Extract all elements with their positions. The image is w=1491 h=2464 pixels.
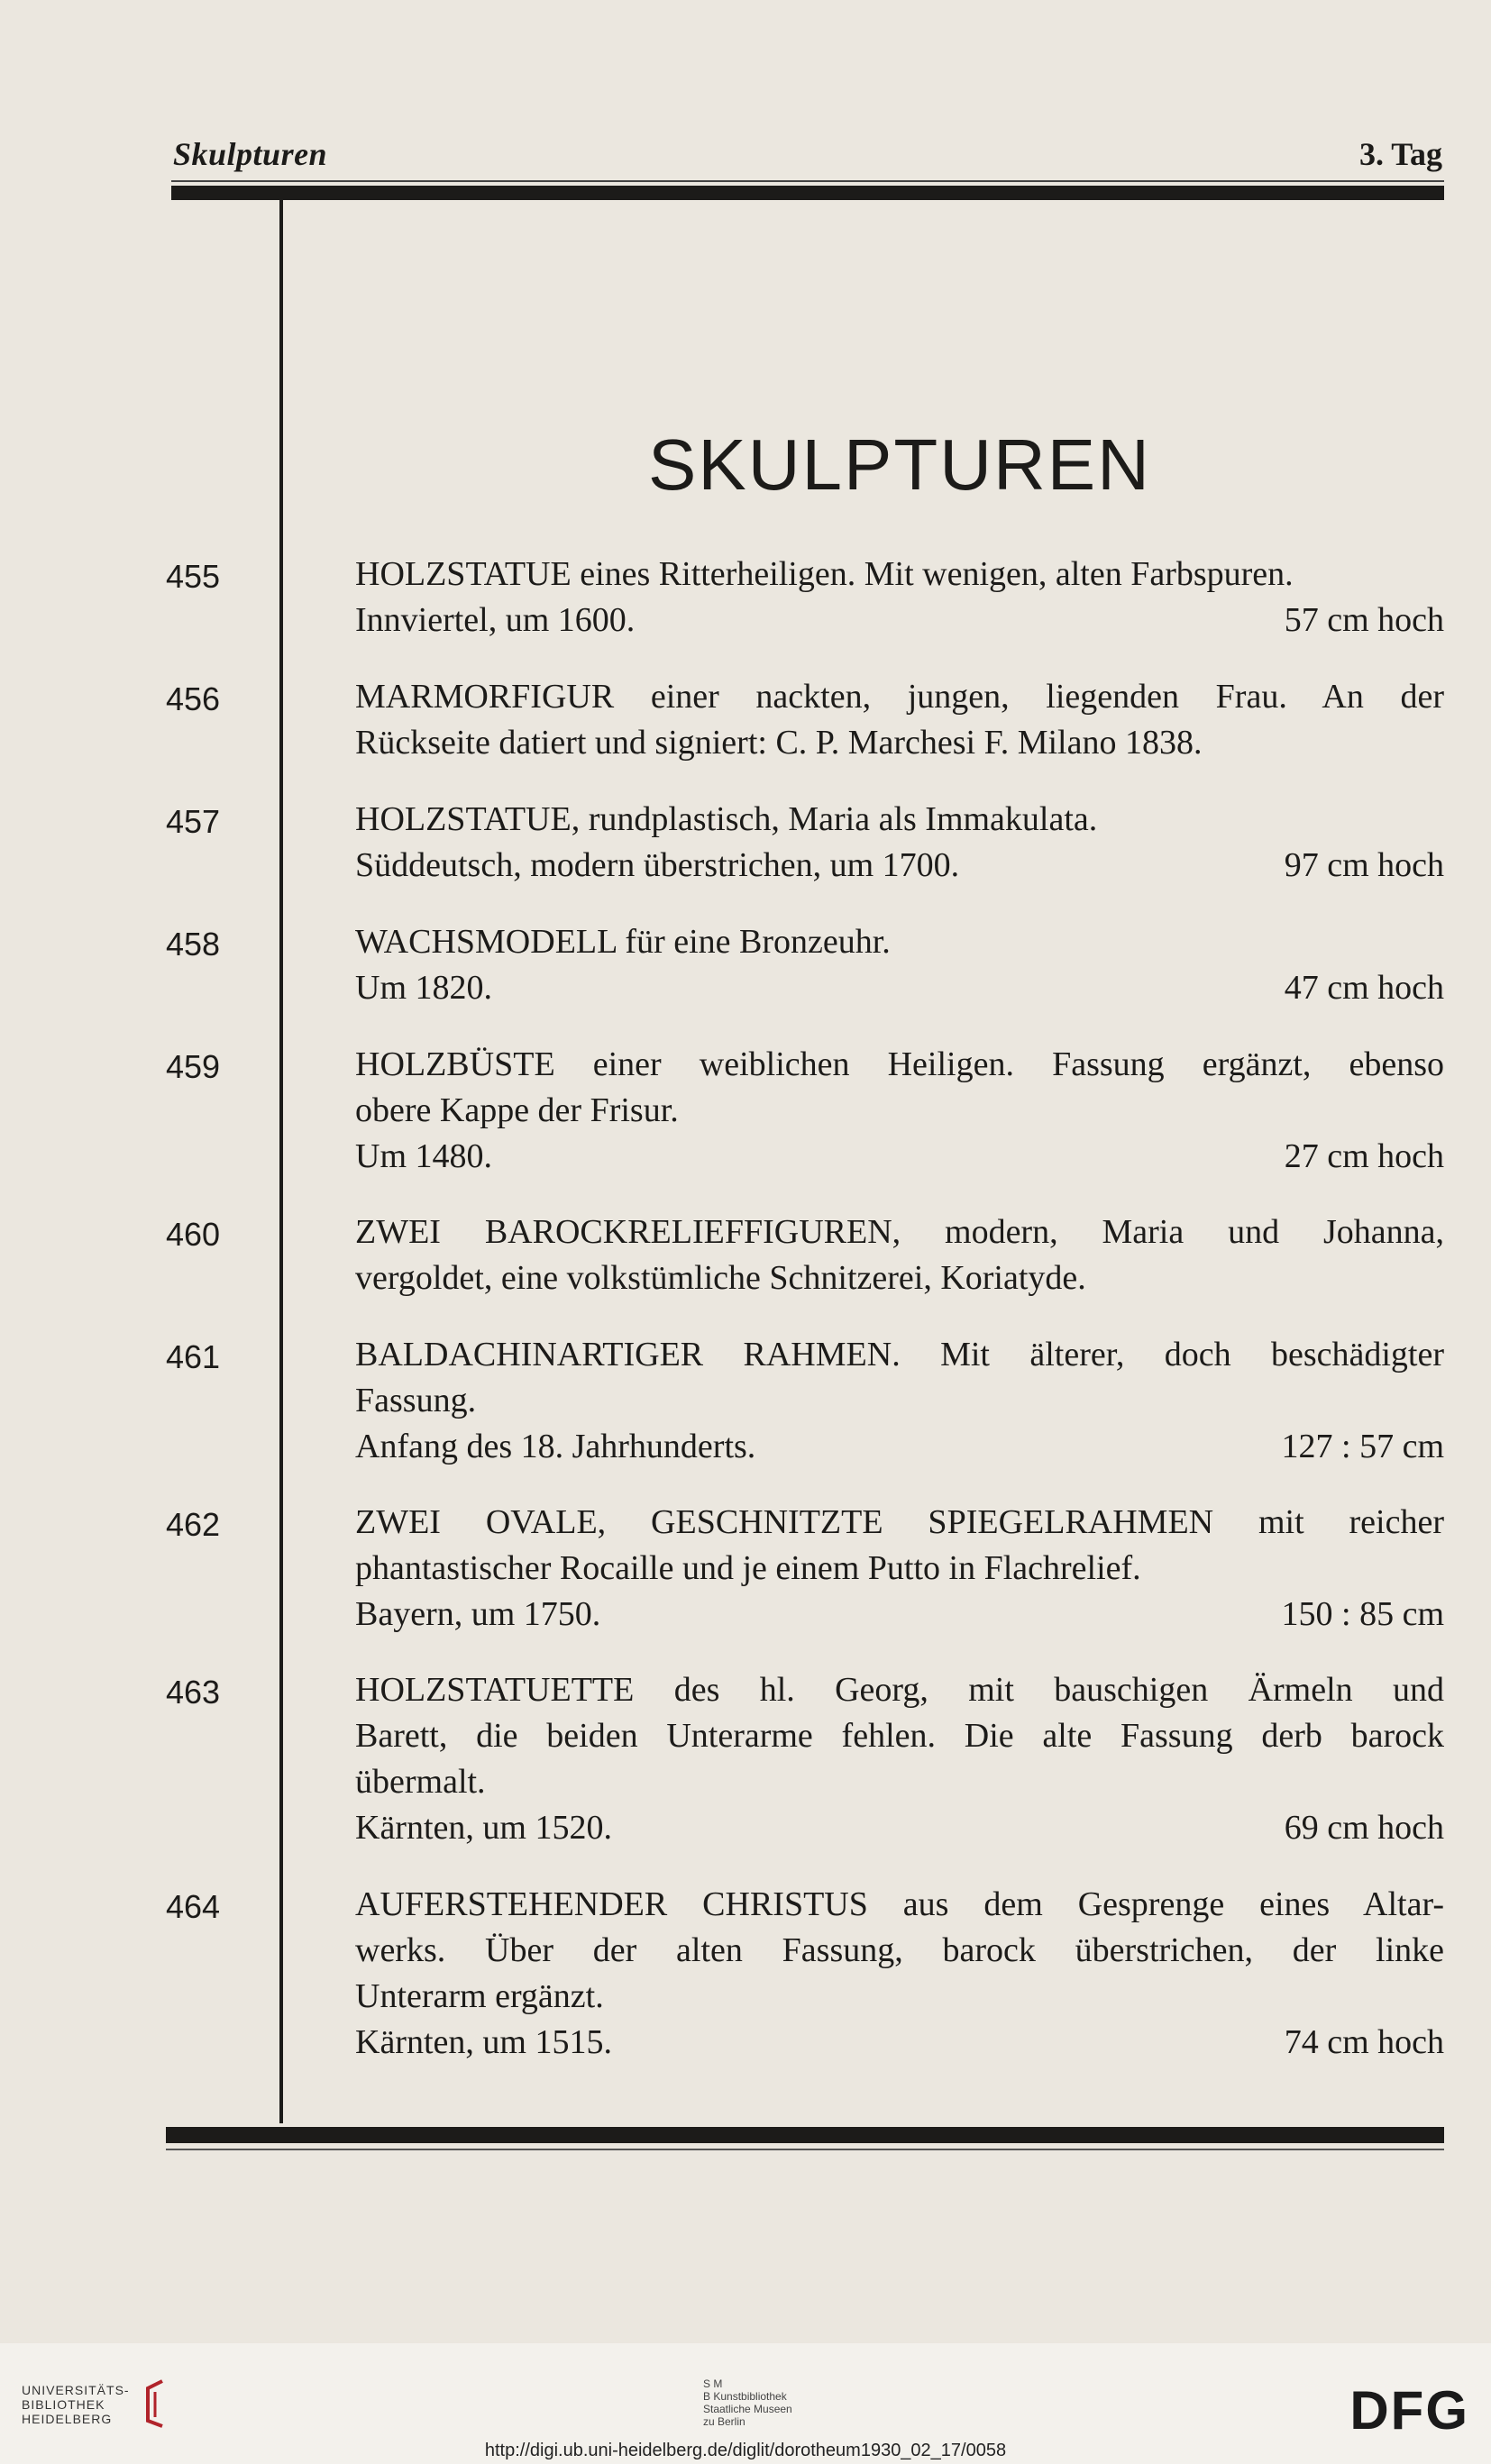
- museum-stamp: S M B Kunstbibliothek Staatliche Museen zu Berlin: [703, 2377, 792, 2428]
- dimensions: 150 : 85 cm: [1281, 1595, 1444, 1633]
- lot-number: 455: [166, 558, 221, 595]
- origin-date: Kärnten, um 1520.: [355, 1809, 612, 1847]
- entry-description: [355, 797, 1444, 889]
- description-line: BALDACHINARTIGER RAHMEN. Mit älterer, doch beschädigter: [355, 1336, 1444, 1373]
- lot-number: 456: [166, 680, 221, 717]
- dimensions: 74 cm hoch: [1284, 2023, 1444, 2061]
- dfg-logo: DFG: [1349, 2380, 1469, 2441]
- entry-description: [355, 1332, 1444, 1470]
- description-line: Unterarm ergänzt.: [355, 1977, 604, 2015]
- dimensions: 47 cm hoch: [1284, 969, 1444, 1007]
- source-url[interactable]: http://digi.ub.uni-heidelberg.de/diglit/dorotheum1930_02_17/0058: [484, 2441, 1007, 2460]
- lot-number: 460: [166, 1216, 221, 1253]
- dimensions: 97 cm hoch: [1284, 846, 1444, 884]
- dimensions: 27 cm hoch: [1284, 1137, 1444, 1175]
- entry-description: [355, 674, 1444, 766]
- dimensions: 69 cm hoch: [1284, 1809, 1444, 1847]
- origin-date: Innviertel, um 1600.: [355, 601, 636, 639]
- bottom-rule-thin: [166, 2149, 1444, 2150]
- description-line: Barett, die beiden Unterarme fehlen. Die alte Fassung derb barock: [355, 1717, 1444, 1755]
- page-title: SKULPTUREN: [648, 424, 1151, 505]
- origin-size-row: [355, 1134, 1444, 1180]
- running-header-section: Skulpturen: [173, 136, 328, 172]
- entry-description: [355, 1882, 1444, 2066]
- origin-size-row: [355, 843, 1444, 889]
- origin-date: Kärnten, um 1515.: [355, 2023, 612, 2061]
- entry-description: [355, 1500, 1444, 1638]
- lot-number: 459: [166, 1048, 221, 1085]
- origin-size-row: [355, 1424, 1444, 1470]
- origin-size-row: [355, 598, 1444, 643]
- lot-number: 458: [166, 926, 221, 963]
- description-line: phantastischer Rocaille und je einem Putto in Flachrelief.: [355, 1549, 1141, 1587]
- dimensions: 127 : 57 cm: [1281, 1428, 1444, 1465]
- description-line: ZWEI OVALE, GESCHNITZTE SPIEGELRAHMEN mit reicher: [355, 1503, 1444, 1541]
- origin-size-row: [355, 1805, 1444, 1851]
- origin-date: Anfang des 18. Jahrhunderts.: [355, 1428, 756, 1465]
- lot-number: 462: [166, 1506, 221, 1543]
- description-line: übermalt.: [355, 1763, 486, 1801]
- entry-description: [355, 919, 1444, 1011]
- description-line: ZWEI BAROCKRELIEFFIGUREN, modern, Maria und Johanna,: [355, 1213, 1444, 1251]
- top-rule: [171, 186, 1444, 200]
- description-line: MARMORFIGUR einer nackten, jungen, liegenden Frau. An der: [355, 678, 1444, 716]
- description-line: AUFERSTEHENDER CHRISTUS aus dem Gesprenge eines Altar-: [355, 1885, 1444, 1923]
- lot-number: 457: [166, 803, 221, 840]
- description-line: vergoldet, eine volkstümliche Schnitzerei, Koriatyde.: [355, 1259, 1086, 1297]
- top-rule-thin: [171, 180, 1444, 182]
- description-line: HOLZSTATUE eines Ritterheiligen. Mit wenigen, alten Farbspuren.: [355, 555, 1294, 593]
- entry-description: [355, 1209, 1444, 1301]
- description-line: HOLZBÜSTE einer weiblichen Heiligen. Fassung ergänzt, ebenso: [355, 1045, 1444, 1083]
- description-line: Fassung.: [355, 1382, 477, 1419]
- digitization-footer: [0, 2343, 1491, 2464]
- description-line: HOLZSTATUE, rundplastisch, Maria als Immakulata.: [355, 800, 1098, 838]
- origin-date: Um 1480.: [355, 1137, 492, 1175]
- description-line: werks. Über der alten Fassung, barock überstrichen, der linke: [355, 1931, 1444, 1969]
- entry-description: [355, 552, 1444, 643]
- column-rule: [279, 198, 283, 2123]
- origin-date: Süddeutsch, modern überstrichen, um 1700.: [355, 846, 960, 884]
- running-header-day: 3. Tag: [1358, 136, 1442, 172]
- bottom-rule: [166, 2127, 1444, 2143]
- library-name: UNIVERSITÄTS- BIBLIOTHEK HEIDELBERG: [22, 2383, 130, 2426]
- origin-size-row: [355, 1592, 1444, 1638]
- description-line: WACHSMODELL für eine Bronzeuhr.: [355, 923, 891, 961]
- origin-size-row: [355, 2020, 1444, 2066]
- origin-date: Bayern, um 1750.: [355, 1595, 601, 1633]
- lot-number: 464: [166, 1888, 221, 1925]
- lot-number: 463: [166, 1674, 221, 1711]
- library-logo-icon: [135, 2376, 175, 2430]
- description-line: obere Kappe der Frisur.: [355, 1091, 679, 1129]
- origin-size-row: [355, 965, 1444, 1011]
- entry-description: [355, 1042, 1444, 1180]
- entry-description: [355, 1667, 1444, 1851]
- lot-number: 461: [166, 1338, 221, 1375]
- description-line: HOLZSTATUETTE des hl. Georg, mit bauschigen Ärmeln und: [355, 1671, 1444, 1709]
- description-line: Rückseite datiert und signiert: C. P. Marchesi F. Milano 1838.: [355, 724, 1203, 762]
- origin-date: Um 1820.: [355, 969, 492, 1007]
- dimensions: 57 cm hoch: [1284, 601, 1444, 639]
